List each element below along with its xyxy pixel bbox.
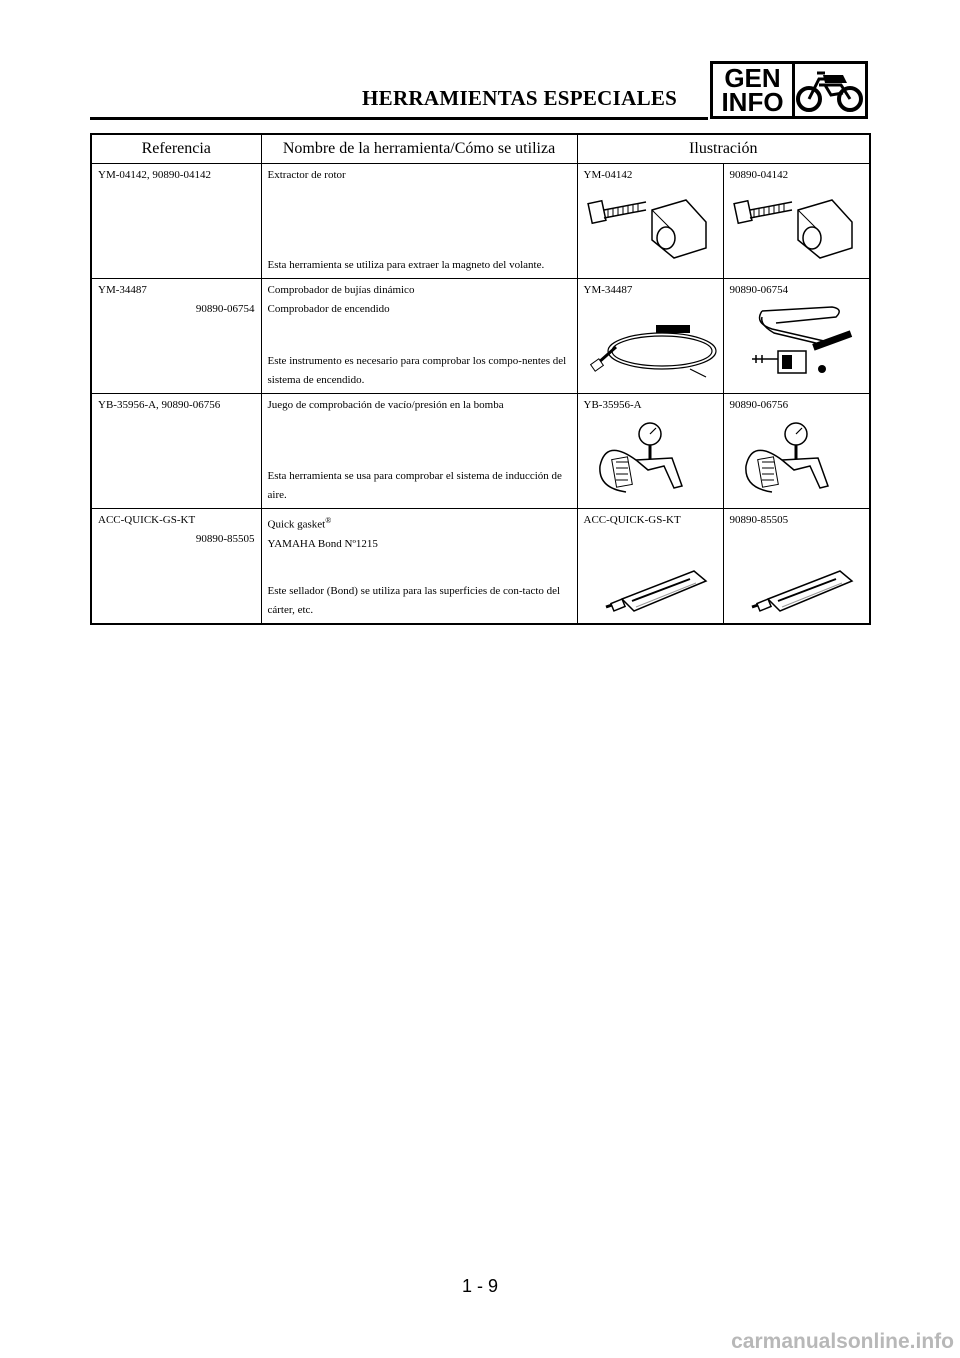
special-tools-table: [90, 133, 871, 625]
ref-primary: YB-35956-A, 90890-06756: [98, 399, 221, 411]
badge-line1: GEN: [724, 63, 781, 93]
spark-checker-icon: [586, 303, 718, 383]
tool-name-alt: YAMAHA Bond Nº1215: [267, 537, 378, 550]
illustration-cell: [577, 394, 723, 509]
tool-name-text: Quick gasket: [267, 518, 326, 531]
spark-checker-icon: [732, 303, 864, 383]
ref-primary: YM-34487: [98, 284, 147, 296]
illustration-label: 90890-04142: [729, 169, 789, 181]
tool-name: Comprobador de bujías dinámico: [267, 284, 415, 296]
illustration-cell: [577, 279, 723, 394]
ref-cell: [91, 394, 261, 509]
registered-mark: ®: [325, 516, 332, 525]
badge-text: [713, 64, 795, 116]
vacuum-pump-gauge-icon: [732, 418, 862, 502]
illustration-cell: [723, 164, 870, 279]
illustration-cell: [577, 164, 723, 279]
description-cell: [261, 279, 577, 394]
illustration-label: 90890-06754: [729, 284, 789, 296]
table-row: [91, 279, 870, 394]
ref-primary: ACC-QUICK-GS-KT: [98, 514, 196, 526]
illustration-cell: [723, 279, 870, 394]
illustration-cell: [577, 509, 723, 625]
description-cell: [261, 164, 577, 279]
ref-cell: [91, 509, 261, 625]
badge-line2: INFO: [721, 87, 784, 117]
ref-secondary: 90890-85505: [195, 533, 255, 545]
rotor-puller-icon: [586, 188, 716, 266]
vacuum-pump-gauge-icon: [586, 418, 716, 502]
page-title: HERRAMIENTAS ESPECIALES: [362, 86, 678, 110]
page-number: 1 - 9: [461, 1276, 499, 1296]
illustration-cell: [723, 394, 870, 509]
tool-name: [268, 511, 571, 535]
rotor-puller-icon: [732, 188, 862, 266]
table-row: [91, 394, 870, 509]
illustration-cell: [723, 509, 870, 625]
illustration-label: 90890-85505: [729, 514, 789, 526]
table-row: [91, 164, 870, 279]
header-rule: [90, 117, 708, 120]
sealant-tube-icon: [732, 533, 862, 617]
header-ilustracion: Ilustración: [577, 134, 870, 164]
table-header-row: [91, 134, 870, 164]
ref-secondary: 90890-06754: [195, 303, 255, 315]
tool-usage: Esta herramienta se utiliza para extraer la magneto del volante.: [267, 259, 545, 271]
sealant-tube-icon: [586, 533, 716, 617]
tool-usage: Este instrumento es necesario para comprobar los compo-nentes del sistema de encendido.: [267, 355, 567, 386]
illustration-label: YM-34487: [583, 284, 633, 296]
tool-name-alt: Comprobador de encendido: [267, 303, 390, 315]
watermark: carmanualsonline.info: [731, 1330, 954, 1353]
tool-usage: Este sellador (Bond) se utiliza para las superficies de con-tacto del cárter, etc.: [267, 585, 561, 616]
ref-primary: YM-04142, 90890-04142: [98, 169, 212, 181]
header-referencia: Referencia: [91, 134, 261, 164]
table-row: [91, 509, 870, 625]
tool-name: Extractor de rotor: [267, 169, 346, 181]
tool-name: Juego de comprobación de vacío/presión en la bomba: [267, 399, 504, 411]
motorcycle-icon: [795, 64, 865, 116]
header-nombre: Nombre de la herramienta/Cómo se utiliza: [261, 134, 577, 164]
gen-info-badge: [710, 61, 868, 119]
ref-cell: [91, 164, 261, 279]
ref-cell: [91, 279, 261, 394]
illustration-label: ACC-QUICK-GS-KT: [583, 514, 681, 526]
tool-usage: Esta herramienta se usa para comprobar el sistema de inducción de aire.: [267, 470, 562, 501]
illustration-label: YB-35956-A: [583, 399, 642, 411]
description-cell: [261, 394, 577, 509]
illustration-label: YM-04142: [583, 169, 633, 181]
description-cell: [261, 509, 577, 625]
illustration-label: 90890-06756: [729, 399, 789, 411]
